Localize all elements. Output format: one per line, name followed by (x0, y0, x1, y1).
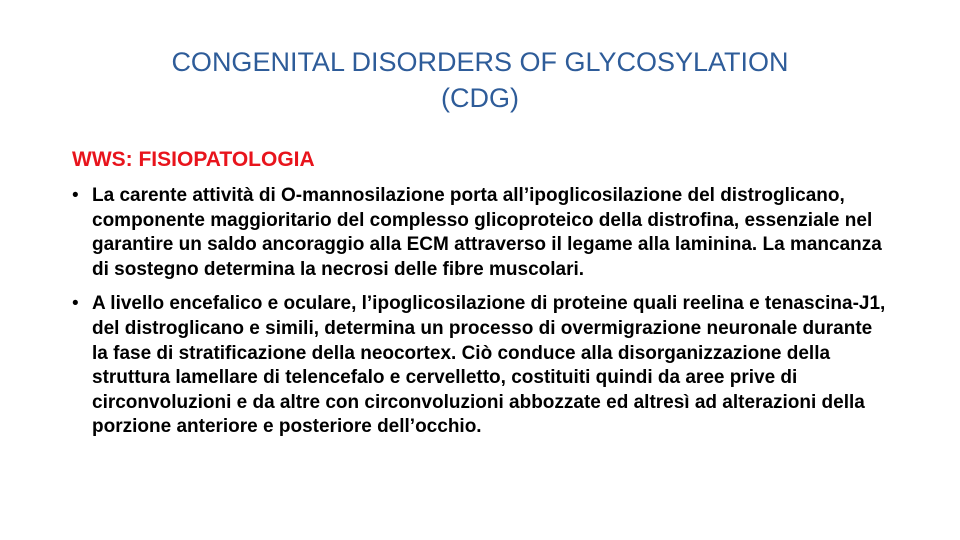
bullet-item (72, 292, 892, 440)
bullet-text: La carente attività di O-mannosilazione porta all’ipoglicosilazione del distroglicano, componente maggioritario del complesso glicoproteico della distrofina, essenziale nel garantire un saldo ancoraggio alla ECM attraverso il legame alla laminina. La mancanza di sostegno determina la necrosi delle fibre muscolari. (92, 185, 882, 280)
bullet-icon: • (72, 293, 79, 315)
section-subtitle: WWS: FISIOPATOLOGIA (72, 148, 315, 171)
bullet-text: A livello encefalico e oculare, l’ipoglicosilazione di proteine quali reelina e tenascina-J1, del distroglicano e simili, determina un processo di overmigrazione neuronale durante la fase di stratificazione della neocortex. Ciò conduce alla disorganizzazione della struttura lamellare di telencefalo e cervelletto, costituiti quindi da aree prive di circonvoluzioni e da altre con circonvoluzioni abbozzate ed altresì ad alterazioni della porzione anteriore e posteriore dell’occhio. (92, 293, 886, 438)
slide-title-line1: CONGENITAL DISORDERS OF GLYCOSYLATION (171, 47, 789, 77)
bullet-list (72, 184, 892, 450)
bullet-item (72, 184, 892, 282)
bullet-icon: • (72, 185, 79, 206)
slide-title-line2: (CDG) (441, 83, 519, 113)
slide-title (80, 44, 880, 116)
